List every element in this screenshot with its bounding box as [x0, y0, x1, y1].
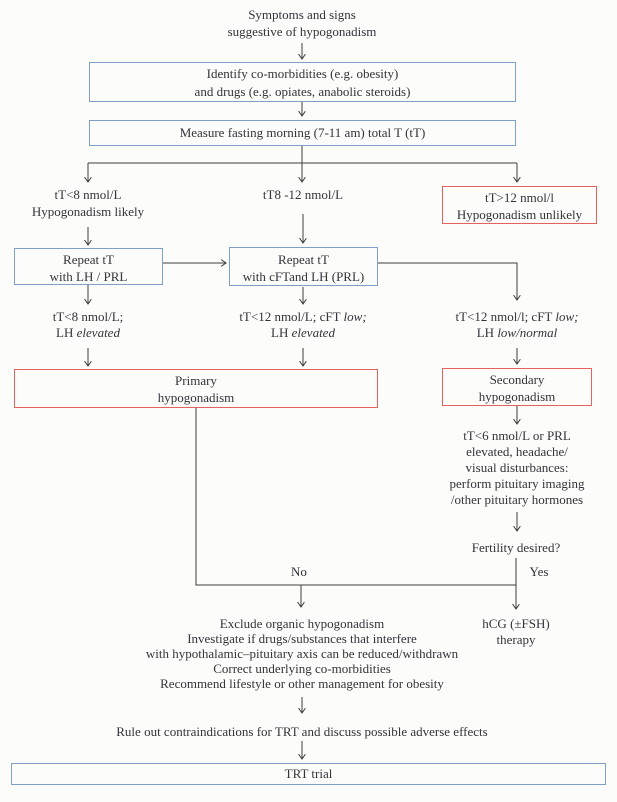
- branch-mid-label: [223, 186, 383, 203]
- text-line: Hypogonadism likely: [31, 204, 145, 219]
- text-segment: tT<12 nmol/l; cFT: [455, 309, 556, 324]
- text-line: [417, 325, 617, 341]
- text-line: Correct underlying co-morbidities: [213, 661, 391, 676]
- text-segment-italic: elevated: [291, 325, 335, 340]
- yes-label: [522, 564, 556, 580]
- result-center-text: [203, 309, 403, 341]
- text-line: tT8 -12 nmol/L: [262, 187, 344, 202]
- text-line: Investigate if drugs/substances that interfere: [187, 631, 417, 646]
- text-line: therapy: [496, 632, 536, 647]
- text-line: with hypothalamic–pituitary axis can be reduced/withdrawn: [145, 646, 459, 661]
- text-line: hypogonadism: [157, 390, 235, 405]
- hypogonadism-unlikely-box: [442, 186, 597, 224]
- text-segment: tT<8 nmol/L;: [52, 309, 124, 324]
- text-line: with cFTand LH (PRL): [242, 269, 365, 284]
- text-line: visual disturbances:: [465, 460, 569, 475]
- text-segment-italic: low;: [555, 309, 579, 324]
- text-line: [8, 325, 168, 341]
- text-segment-italic: low;: [343, 309, 367, 324]
- fertility-question: [436, 539, 596, 556]
- rule-out-contraindications-text: [82, 724, 522, 740]
- text-line: Identify co-morbidities (e.g. obesity): [206, 66, 399, 81]
- text-segment-italic: elevated: [76, 325, 120, 340]
- text-line: hypogonadism: [478, 389, 556, 404]
- connector-repeatcenter-rightbranch: [378, 263, 517, 300]
- symptoms-text: [182, 6, 422, 40]
- text-line: hCG (±FSH): [482, 616, 550, 631]
- result-left-text: [8, 309, 168, 341]
- text-line: Yes: [529, 564, 549, 579]
- text-line: Rule out contraindications for TRT and discuss possible adverse effects: [116, 724, 488, 739]
- text-line: TRT trial: [284, 766, 333, 781]
- text-line: Fertility desired?: [471, 540, 561, 555]
- result-right-text: [417, 309, 617, 341]
- text-segment: LH: [476, 325, 498, 340]
- text-line: [203, 325, 403, 341]
- text-line: /other pituitary hormones: [450, 492, 584, 507]
- text-segment: LH: [271, 325, 292, 340]
- text-line: elevated, headache/: [466, 444, 568, 459]
- text-line: [8, 309, 168, 325]
- branch-low-label: [8, 186, 168, 220]
- management-text: [87, 616, 517, 691]
- text-segment-italic: low/normal: [497, 325, 558, 340]
- text-line: Symptoms and signs: [248, 7, 356, 22]
- text-line: suggestive of hypogonadism: [227, 24, 377, 39]
- text-line: Hypogonadism unlikely: [456, 207, 583, 222]
- text-segment: LH: [56, 325, 77, 340]
- text-line: Repeat tT: [278, 252, 329, 267]
- text-line: tT<8 nmol/L: [54, 187, 122, 202]
- text-line: tT<6 nmol/L or PRL: [463, 428, 571, 443]
- text-line: Repeat tT: [63, 252, 114, 267]
- text-line: tT>12 nmol/l: [484, 190, 555, 205]
- text-line: [203, 309, 403, 325]
- text-line: No: [291, 564, 307, 579]
- pituitary-workup-text: [422, 428, 612, 508]
- text-line: perform pituitary imaging: [449, 476, 585, 491]
- text-line: with LH / PRL: [49, 269, 128, 284]
- text-line: Exclude organic hypogonadism: [219, 616, 385, 631]
- primary-hypogonadism-box: [14, 369, 378, 408]
- measure-total-t-box: [89, 120, 516, 146]
- text-line: and drugs (e.g. opiates, anabolic steroids): [194, 84, 411, 99]
- identify-comorbidities-box: [89, 62, 516, 102]
- no-label: [282, 564, 316, 580]
- text-line: Recommend lifestyle or other management for obesity: [160, 676, 444, 691]
- secondary-hypogonadism-box: [442, 368, 592, 406]
- text-segment: tT<12 nmol/L; cFT: [239, 309, 344, 324]
- repeat-tt-cft-lh-box: [229, 247, 378, 286]
- trt-trial-box: [11, 763, 606, 785]
- text-line: Secondary: [489, 372, 545, 387]
- repeat-tt-lh-prl-box: [14, 248, 163, 285]
- text-line: Measure fasting morning (7-11 am) total T (tT): [179, 125, 426, 140]
- text-line: Primary: [175, 373, 217, 388]
- text-line: [417, 309, 617, 325]
